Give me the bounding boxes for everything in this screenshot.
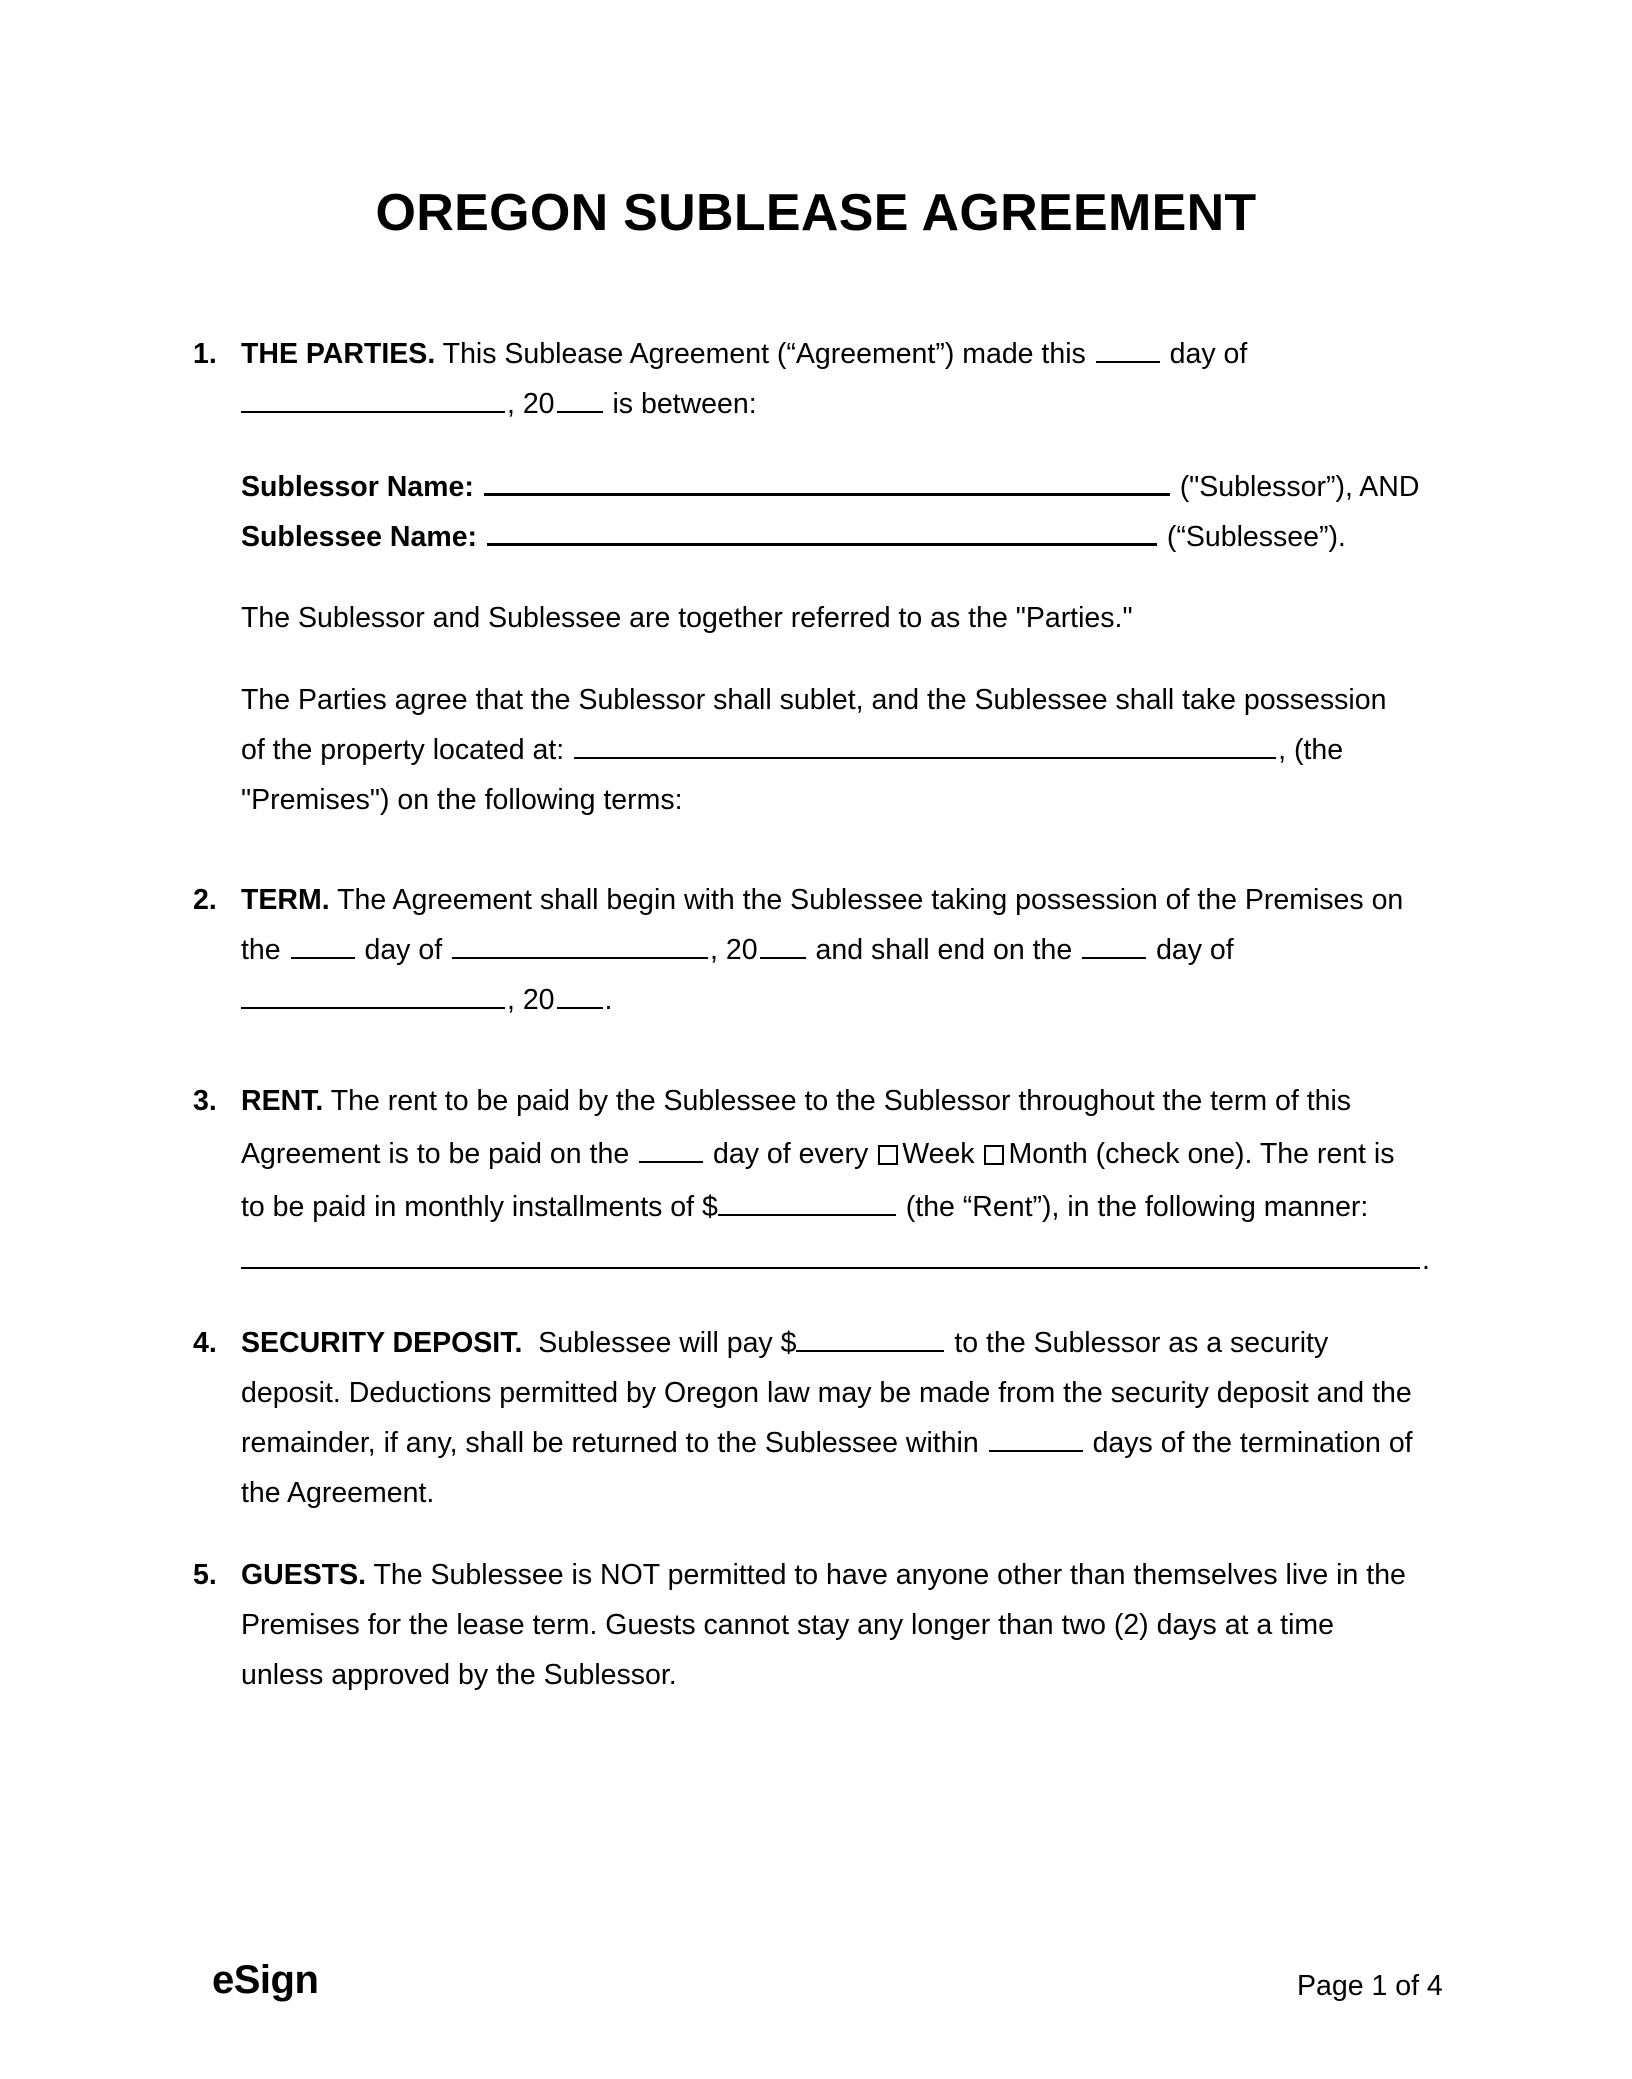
section-3-text: Agreement is to be paid on the [241, 1138, 630, 1170]
section-3-text: to be paid in monthly installments of $ [241, 1191, 718, 1223]
section-2-text: day of [1156, 934, 1234, 966]
sublessor-label: Sublessor Name: [241, 471, 474, 503]
section-4-line-3 [241, 1426, 1413, 1460]
section-3-line-3 [241, 1190, 1368, 1224]
section-2-heading: TERM. [241, 884, 330, 916]
start-year-blank[interactable] [760, 933, 806, 959]
sublessor-suffix: ("Sublessor”), AND [1179, 471, 1420, 503]
section-4-text: Sublessee will pay $ [538, 1327, 797, 1359]
sublessee-suffix: (“Sublessee”). [1166, 521, 1346, 553]
premises-line-1: The Parties agree that the Sublessor shall sublet, and the Sublessee shall take possession [241, 684, 1387, 716]
end-year-blank[interactable] [557, 983, 603, 1009]
section-4-number: 4. [193, 1327, 217, 1359]
section-1-number: 1. [193, 338, 217, 370]
start-day-blank[interactable] [291, 933, 355, 959]
section-1-text: day of [1169, 338, 1248, 370]
section-3-line-1 [241, 1084, 1351, 1118]
week-checkbox[interactable] [878, 1145, 898, 1165]
esign-logo: eSign [212, 1958, 319, 2002]
section-3-text: The rent to be paid by the Sublessee to the Sublessor throughout the term of this [330, 1085, 1352, 1117]
sublessor-line [241, 469, 1419, 504]
start-month-blank[interactable] [452, 933, 708, 959]
month-checkbox[interactable] [984, 1145, 1004, 1165]
section-1-heading: THE PARTIES. [241, 338, 436, 370]
end-day-blank[interactable] [1082, 933, 1146, 959]
premises-line-3: "Premises") on the following terms: [241, 784, 683, 816]
section-4-line-2: deposit. Deductions permitted by Oregon law may be made from the security deposit and the [241, 1377, 1412, 1409]
section-1-text: is between: [612, 388, 757, 420]
rent-day-blank[interactable] [639, 1137, 703, 1163]
sublessor-name-field[interactable] [484, 469, 1170, 496]
section-5-line-3: unless approved by the Sublessor. [241, 1659, 677, 1691]
day-blank[interactable] [1096, 337, 1160, 363]
section-2-text: day of [364, 934, 443, 966]
section-3-text: day of every [713, 1138, 869, 1170]
month-blank[interactable] [241, 387, 505, 413]
section-3-line-2 [241, 1137, 1394, 1171]
section-2-line-1 [241, 883, 1403, 917]
document-title: OREGON SUBLEASE AGREEMENT [375, 184, 1257, 242]
section-2-text: and shall end on the [815, 934, 1073, 966]
section-4-heading: SECURITY DEPOSIT. [241, 1327, 523, 1359]
payment-manner-field[interactable] [241, 1243, 1420, 1269]
section-1-line-1 [241, 337, 1247, 371]
section-2-number: 2. [193, 884, 217, 916]
page-number: Page 1 of 4 [1297, 1970, 1443, 2002]
premises-text: , (the [1278, 734, 1344, 766]
section-5-text: The Sublessee is NOT permitted to have anyone other than themselves live in the [373, 1559, 1406, 1591]
section-2-text: . [604, 984, 613, 1016]
section-3-heading: RENT. [241, 1085, 324, 1117]
section-5-number: 5. [193, 1559, 217, 1591]
section-1-text: , 20 [507, 388, 555, 420]
section-5-line-2: Premises for the lease term. Guests cannot stay any longer than two (2) days at a time [241, 1609, 1335, 1641]
section-1-text: This Sublease Agreement (“Agreement”) made this [442, 338, 1086, 370]
section-4-line-4: the Agreement. [241, 1477, 435, 1509]
section-2-text: the [241, 934, 281, 966]
premises-text: of the property located at: [241, 734, 565, 766]
deposit-amount-field[interactable] [796, 1326, 944, 1352]
section-4-text: days of the termination of [1092, 1427, 1413, 1459]
section-2-text: , 20 [710, 934, 758, 966]
section-1-line-2 [241, 387, 757, 421]
premises-address-field[interactable] [574, 733, 1276, 759]
parties-definition: The Sublessor and Sublessee are together referred to as the "Parties." [241, 602, 1133, 634]
sublessee-label: Sublessee Name: [241, 521, 478, 553]
section-4-text: to the Sublessor as a security [954, 1327, 1329, 1359]
section-3-number: 3. [193, 1085, 217, 1117]
section-5-heading: GUESTS. [241, 1559, 367, 1591]
sublessee-line [241, 519, 1346, 554]
section-3-line-4 [241, 1243, 1430, 1277]
section-3-text: (the “Rent”), in the following manner: [905, 1191, 1369, 1223]
week-option-label: Week [902, 1138, 975, 1170]
sublessee-name-field[interactable] [487, 519, 1157, 546]
section-3-text: . [1422, 1244, 1430, 1276]
section-5-line-1 [241, 1558, 1406, 1592]
section-2-text: , 20 [507, 984, 555, 1016]
section-4-line-1 [241, 1326, 1328, 1360]
section-2-line-3 [241, 983, 612, 1017]
month-option-label: Month (check one). The rent is [1008, 1138, 1395, 1170]
section-4-text: remainder, if any, shall be returned to the Sublessee within [241, 1427, 979, 1459]
return-days-field[interactable] [989, 1426, 1083, 1452]
premises-line-2 [241, 733, 1343, 767]
year-blank[interactable] [557, 387, 603, 413]
section-2-text: The Agreement shall begin with the Sublessee taking possession of the Premises on [337, 884, 1404, 916]
end-month-blank[interactable] [241, 983, 505, 1009]
section-2-line-2 [241, 933, 1234, 967]
rent-amount-field[interactable] [718, 1190, 896, 1216]
